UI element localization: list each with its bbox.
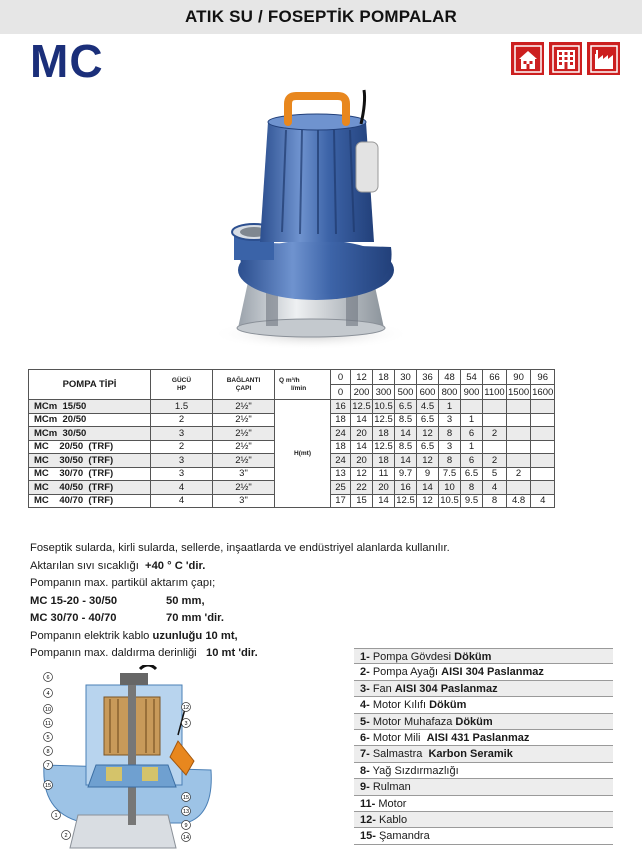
head-value-cell: 12 — [417, 494, 439, 508]
head-value-cell: 8 — [483, 494, 507, 508]
part-number: 7- — [360, 748, 370, 761]
head-value-cell: 6 — [461, 454, 483, 468]
temperature-value: +40 ° C 'dir. — [145, 559, 206, 572]
list-item — [354, 714, 613, 730]
head-value-cell — [507, 454, 531, 468]
flow-lmin-cell: 600 — [417, 385, 439, 400]
flow-m3h-cell: 30 — [395, 370, 417, 385]
callout-label: 9 — [184, 823, 188, 830]
part-material: Döküm — [455, 715, 493, 728]
part-number: 11- — [360, 797, 376, 810]
head-value-cell: 8 — [461, 481, 483, 495]
model-name-cell: MC 30/50 (TRF) — [29, 454, 151, 468]
head-value-cell — [531, 467, 555, 481]
col-power-unit: HP — [176, 384, 187, 392]
head-value-cell: 18 — [373, 427, 395, 441]
col-power-header — [151, 370, 213, 400]
head-value-cell: 1 — [461, 413, 483, 427]
head-value-cell: 1 — [461, 440, 483, 454]
part-material: AISI 304 Paslanmaz — [394, 682, 498, 695]
part-material: AISI 431 Paslanmaz — [426, 731, 530, 744]
usage-text: Foseptik sularda, kirli sularda, sellerde, inşaatlarda ve endüstriyel alanlarda kullanılır. — [30, 542, 450, 554]
head-value-cell — [461, 400, 483, 414]
callout-label: 10 — [44, 707, 52, 714]
callout-label: 2 — [64, 833, 68, 840]
flow-lmin-cell: 500 — [395, 385, 417, 400]
head-value-cell — [531, 427, 555, 441]
head-value-cell: 16 — [395, 481, 417, 495]
particle-text: Pompanın max. partikül aktarım çapı; — [30, 577, 216, 589]
part-material: Döküm — [429, 699, 467, 712]
list-item — [354, 730, 613, 746]
col-q-unit-lmin: l/min — [291, 384, 307, 392]
connection-cell: 2½" — [213, 454, 275, 468]
model-name-cell: MC 20/50 (TRF) — [29, 440, 151, 454]
part-material: Karbon Seramik — [428, 748, 513, 761]
list-item — [354, 796, 613, 812]
particle-model-2: MC 30/70 - 40/70 — [30, 612, 117, 624]
temperature-line — [30, 558, 450, 576]
flow-lmin-cell: 1500 — [508, 386, 530, 398]
table-row — [29, 400, 555, 414]
flow-lmin-cell: 200 — [351, 385, 373, 400]
col-power-label: GÜCÜ — [171, 376, 192, 384]
factory-icon — [587, 42, 620, 75]
model-name-cell: MCm 15/50 — [29, 400, 151, 414]
head-value-cell: 13 — [331, 467, 351, 481]
part-number: 5- — [360, 715, 370, 728]
callout-label: 15 — [44, 783, 52, 790]
head-value-cell: 8.5 — [395, 413, 417, 427]
part-name: Yağ Sızdırmazlığı — [369, 764, 459, 777]
power-cell: 3 — [151, 427, 213, 441]
head-value-cell: 9 — [417, 467, 439, 481]
flow-lmin-cell: 1100 — [484, 386, 505, 398]
depth-label: Pompanın max. daldırma derinliği — [30, 647, 206, 659]
head-value-cell: 11 — [373, 467, 395, 481]
head-value-cell: 6.5 — [417, 413, 439, 427]
part-number: 8- — [360, 764, 370, 777]
head-value-cell: 12 — [351, 467, 373, 481]
head-value-cell: 8.5 — [395, 440, 417, 454]
head-value-cell: 12.5 — [396, 495, 415, 507]
head-value-cell — [483, 413, 507, 427]
flow-m3h-cell: 36 — [417, 370, 439, 385]
page-title: ATIK SU / FOSEPTİK POMPALAR — [184, 7, 458, 26]
head-value-cell: 14 — [351, 413, 373, 427]
power-cell: 2 — [151, 413, 213, 427]
part-name: Pompa Gövdesi — [369, 651, 455, 663]
head-value-cell: 3 — [439, 440, 461, 454]
col-q-header — [275, 370, 331, 400]
callout-label: 6 — [46, 675, 50, 682]
list-item — [354, 648, 613, 664]
col-name-header: POMPA TİPİ — [29, 370, 151, 400]
connection-cell: 2½" — [213, 427, 275, 441]
flow-m3h-cell: 18 — [373, 370, 395, 385]
list-item — [354, 681, 613, 697]
part-name: Şamandra — [375, 830, 430, 843]
model-name-cell: MC 40/70 (TRF) — [29, 494, 151, 508]
head-value-cell: 12 — [417, 454, 439, 468]
flow-m3h-cell: 96 — [531, 370, 555, 385]
particle-model-1: MC 15-20 - 30/50 — [30, 594, 118, 607]
part-number: 1- — [360, 651, 370, 663]
part-number: 9- — [360, 781, 370, 794]
model-name-cell: MC 30/70 (TRF) — [29, 467, 151, 481]
part-name: Motor — [375, 797, 407, 810]
head-value-cell — [483, 400, 507, 414]
particle-size-2: 70 mm 'dir. — [166, 612, 225, 624]
head-value-cell: 5 — [483, 467, 507, 481]
col-conn-header — [213, 370, 275, 400]
head-value-cell — [507, 400, 531, 414]
part-name: Motor Mili — [369, 731, 427, 744]
head-value-cell — [531, 440, 555, 454]
callout-label: 11 — [45, 721, 51, 728]
head-value-cell: 22 — [351, 481, 373, 495]
flow-m3h-cell: 54 — [461, 370, 483, 385]
connection-cell: 2½" — [213, 413, 275, 427]
particle-row-1 — [30, 593, 450, 611]
list-item — [354, 746, 613, 762]
flow-lmin-cell: 800 — [439, 385, 461, 400]
head-value-cell: 20 — [351, 454, 373, 468]
power-cell: 3 — [151, 454, 213, 468]
part-number: 12- — [360, 813, 376, 826]
list-item — [354, 779, 613, 795]
head-value-cell: 12 — [417, 427, 439, 441]
cable-value: uzunluğu 10 mt, — [152, 629, 238, 642]
particle-size-1: 50 mm, — [166, 594, 205, 607]
head-value-cell: 1 — [439, 400, 461, 414]
col-q-unit-m3h: m³/h — [285, 376, 300, 384]
head-value-cell: 9.7 — [395, 467, 417, 481]
head-value-cell — [531, 400, 555, 414]
part-number: 6- — [360, 731, 370, 744]
pump-cross-section-diagram — [36, 665, 216, 850]
list-item — [354, 763, 613, 779]
head-value-cell: 12.5 — [352, 400, 371, 412]
flow-m3h-cell: 0 — [331, 370, 351, 385]
head-value-cell: 18 — [331, 440, 351, 454]
head-value-cell: 8 — [439, 427, 461, 441]
head-value-cell — [507, 440, 531, 454]
callout-label: 4 — [46, 691, 50, 698]
col-conn-label: BAĞLANTI — [226, 376, 261, 384]
head-value-cell — [507, 427, 531, 441]
head-value-cell: 3 — [439, 413, 461, 427]
head-value-cell — [531, 454, 555, 468]
part-name: Salmastra — [369, 748, 429, 761]
head-value-cell: 14 — [417, 481, 439, 495]
cable-label: Pompanın elektrik kablo — [30, 629, 153, 642]
head-value-cell: 9.5 — [461, 494, 483, 508]
head-value-cell: 25 — [331, 481, 351, 495]
head-value-cell: 7.5 — [439, 467, 461, 481]
head-value-cell: 6.5 — [417, 440, 439, 454]
part-name: Motor Kılıfı — [369, 699, 430, 712]
model-name-cell: MCm 30/50 — [29, 427, 151, 441]
depth-value: 10 mt 'dir. — [205, 647, 258, 659]
part-name: Kablo — [375, 813, 408, 826]
part-name: Motor Muhafaza — [369, 715, 456, 728]
head-value-cell: 4 — [483, 481, 507, 495]
head-value-cell: 6 — [461, 427, 483, 441]
power-cell: 4 — [151, 494, 213, 508]
head-value-cell: 18 — [373, 454, 395, 468]
flow-m3h-cell: 90 — [507, 370, 531, 385]
part-name: Pompa Ayağı — [369, 666, 442, 679]
head-value-cell: 20 — [351, 427, 373, 441]
flow-lmin-cell: 300 — [373, 385, 395, 400]
head-value-cell: 24 — [331, 427, 351, 441]
head-value-cell: 4.8 — [507, 494, 531, 508]
col-conn-unit: ÇAPI — [235, 384, 252, 392]
callout-label: 3 — [184, 721, 188, 728]
power-cell: 4 — [151, 481, 213, 495]
part-material: AISI 304 Paslanmaz — [441, 666, 544, 679]
power-cell: 1.5 — [151, 400, 213, 414]
flow-lmin-cell: 0 — [331, 385, 351, 400]
col-q-label: Q — [279, 376, 285, 384]
parts-list — [354, 648, 613, 845]
head-value-cell: 6.5 — [395, 400, 417, 414]
head-value-cell: 20 — [373, 481, 395, 495]
head-value-cell: 14 — [395, 427, 417, 441]
head-value-cell: 16 — [331, 400, 351, 414]
connection-cell: 2½" — [213, 440, 275, 454]
callout-label: 7 — [46, 763, 50, 770]
application-icons — [511, 42, 620, 75]
callout-label: 8 — [46, 749, 50, 756]
temperature-label: Aktarılan sıvı sıcaklığı — [30, 559, 146, 572]
model-name-cell: MC 40/50 (TRF) — [29, 481, 151, 495]
page-header — [0, 0, 642, 34]
cable-line — [30, 628, 450, 646]
head-value-cell: 12.5 — [374, 414, 393, 426]
part-number: 15- — [360, 830, 376, 843]
part-material: Döküm — [454, 651, 492, 663]
connection-cell: 2½" — [213, 481, 275, 495]
head-value-cell: 2 — [507, 467, 531, 481]
head-value-cell: 10.5 — [374, 400, 393, 412]
head-value-cell — [531, 413, 555, 427]
flow-m3h-cell: 66 — [483, 370, 507, 385]
pump-product-image — [196, 82, 426, 352]
list-item — [354, 812, 613, 828]
particle-row-2 — [30, 610, 450, 628]
part-number: 3- — [360, 682, 370, 695]
head-value-cell — [483, 440, 507, 454]
head-value-cell: 2 — [483, 427, 507, 441]
connection-cell: 3" — [213, 494, 275, 508]
head-value-cell: 18 — [331, 413, 351, 427]
house-icon — [511, 42, 544, 75]
head-value-cell: 24 — [331, 454, 351, 468]
list-item — [354, 664, 613, 680]
list-item — [354, 697, 613, 713]
power-cell: 2 — [151, 440, 213, 454]
head-value-cell: 10 — [439, 481, 461, 495]
part-number: 4- — [360, 699, 370, 712]
part-name: Rulman — [369, 781, 411, 794]
head-value-cell: 12.5 — [374, 441, 393, 453]
description-block — [30, 540, 450, 663]
callout-label: 5 — [46, 735, 50, 742]
head-value-cell: 14 — [351, 440, 373, 454]
head-value-cell: 8 — [439, 454, 461, 468]
head-value-cell: 6.5 — [461, 467, 483, 481]
head-value-cell: 14 — [373, 494, 395, 508]
head-value-cell: 10.5 — [440, 495, 459, 507]
callout-label: 1 — [54, 813, 58, 820]
building-icon — [549, 42, 582, 75]
head-value-cell — [531, 481, 555, 495]
flow-lmin-cell: 1600 — [532, 386, 554, 398]
flow-m3h-cell: 12 — [351, 370, 373, 385]
head-value-cell: 15 — [351, 494, 373, 508]
head-value-cell: 2 — [483, 454, 507, 468]
model-name-cell: MCm 20/50 — [29, 413, 151, 427]
head-value-cell: 17 — [331, 494, 351, 508]
model-title: MC — [30, 35, 104, 87]
callout-label: 15 — [182, 795, 190, 802]
head-value-cell — [507, 481, 531, 495]
callout-label: 14 — [182, 835, 190, 842]
list-item — [354, 828, 613, 844]
head-value-cell — [507, 413, 531, 427]
performance-table — [28, 369, 555, 508]
part-number: 2- — [360, 666, 370, 679]
head-value-cell: 4.5 — [417, 400, 439, 414]
connection-cell: 2½" — [213, 400, 275, 414]
part-name: Fan — [369, 682, 395, 695]
flow-lmin-cell: 900 — [461, 385, 483, 400]
power-cell: 3 — [151, 467, 213, 481]
connection-cell: 3" — [213, 467, 275, 481]
head-value-cell: 4 — [531, 494, 555, 508]
callout-label: 12 — [182, 705, 190, 712]
head-axis-label: H(mt) — [275, 400, 331, 508]
head-value-cell: 14 — [395, 454, 417, 468]
callout-label: 13 — [182, 809, 190, 816]
flow-m3h-cell: 48 — [439, 370, 461, 385]
